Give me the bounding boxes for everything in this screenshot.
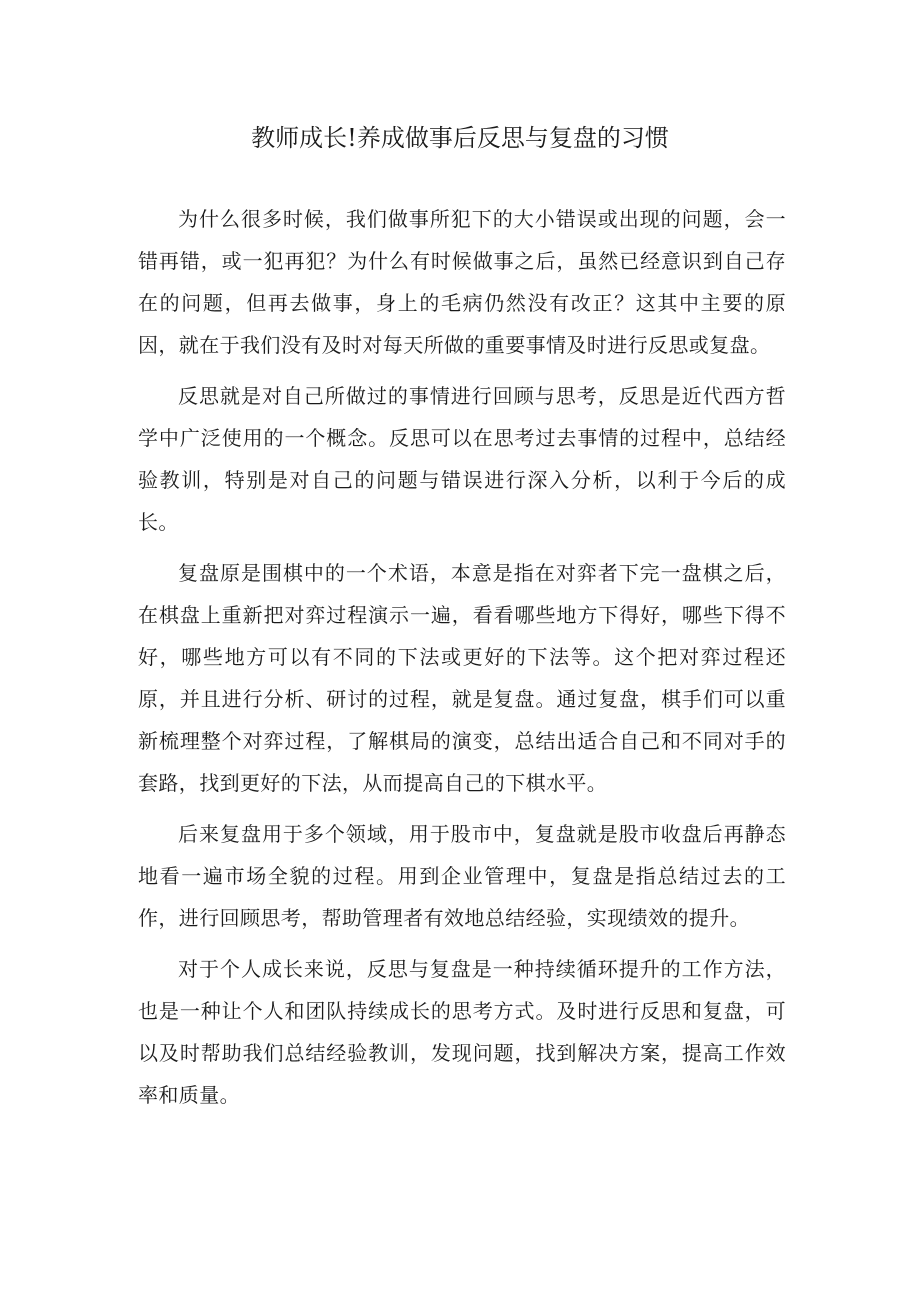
paragraph-3: 复盘原是围棋中的一个术语，本意是指在对弈者下完一盘棋之后，在棋盘上重新把对弈过程演示一遍，看看哪些地方下得好，哪些下得不好，哪些地方可以有不同的下法或更好的下法等。这个把对弈过程还原，并且进行分析、研讨的过程，就是复盘。通过复盘，棋手们可以重新梳理整个对弈过程，了解棋局的演变，总结出适合自己和不同对手的套路，找到更好的下法，从而提高自己的下棋水平。 bbox=[138, 561, 786, 795]
document-title: 教师成长!养成做事后反思与复盘的习惯 bbox=[251, 124, 669, 152]
paragraph-2: 反思就是对自己所做过的事情进行回顾与思考，反思是近代西方哲学中广泛使用的一个概念。反思可以在思考过去事情的过程中，总结经验教训，特别是对自己的问题与错误进行深入分析，以利于今后的成长。 bbox=[138, 384, 786, 534]
paragraph-5: 对于个人成长来说，反思与复盘是一种持续循环提升的工作方法，也是一种让个人和团队持续成长的思考方式。及时进行反思和复盘，可以及时帮助我们总结经验教训，发现问题，找到解决方案，提高工作效率和质量。 bbox=[138, 957, 786, 1107]
document-body bbox=[138, 198, 786, 1125]
paragraph-1: 为什么很多时候，我们做事所犯下的大小错误或出现的问题，会一错再错，或一犯再犯？为什么有时候做事之后，虽然已经意识到自己存在的问题，但再去做事，身上的毛病仍然没有改正？这其中主要的原因，就在于我们没有及时对每天所做的重要事情及时进行反思或复盘。 bbox=[138, 207, 786, 357]
paragraph-4: 后来复盘用于多个领域，用于股市中，复盘就是股市收盘后再静态地看一遍市场全貌的过程。用到企业管理中，复盘是指总结过去的工作，进行回顾思考，帮助管理者有效地总结经验，实现绩效的提升。 bbox=[138, 822, 786, 930]
